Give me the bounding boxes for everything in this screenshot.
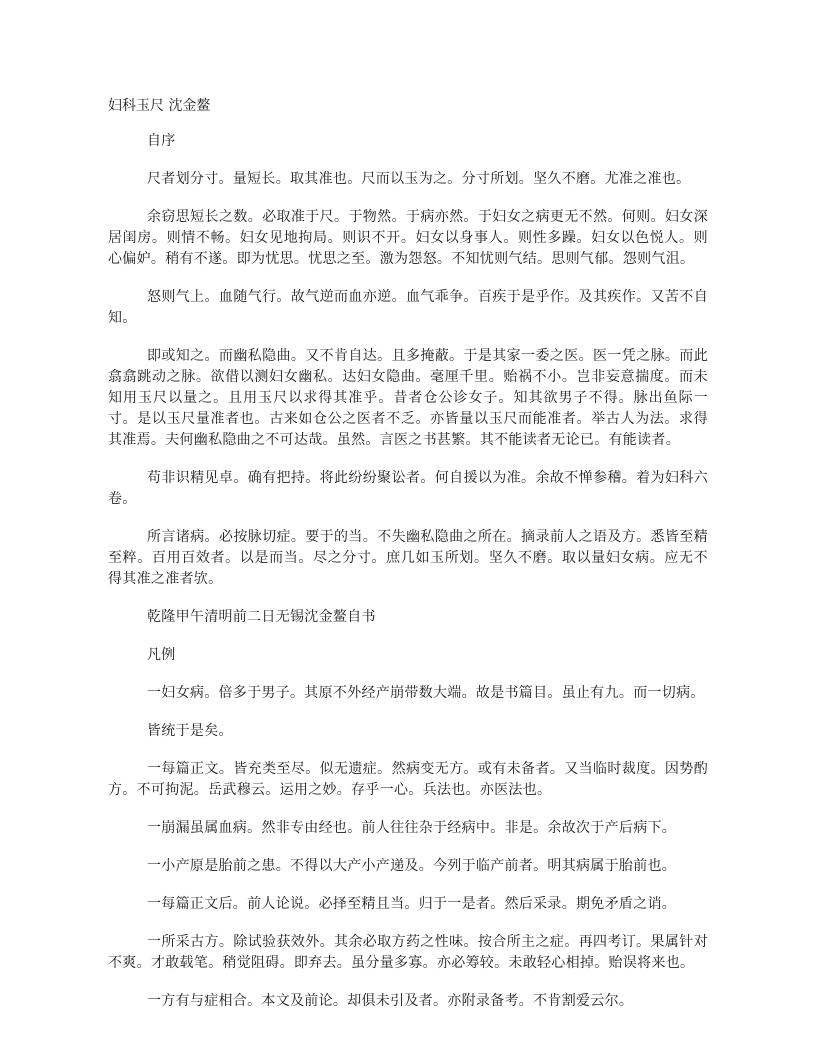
paragraph: 余窃思短长之数。必取准于尺。于物然。于病亦然。于妇女之病更无不然。何则。妇女深居闺房。则情不畅。妇女见地拘局。则识不开。妇女以身事人。则性多躁。妇女以色悦人。则心偏妒。稍有不遂。即为忧思。忧思之至。激为怨怒。不知忧则气结。思则气郁。怨则气沮。	[108, 209, 708, 267]
paragraph: 尺者划分寸。量短长。取其准也。尺而以玉为之。分寸所划。坚久不磨。尤准之准也。	[147, 171, 691, 187]
paragraph: 一妇女病。倍多于男子。其原不外经产崩带数大端。故是书篇目。虽止有九。而一切病。	[147, 685, 705, 701]
paragraph-rules-heading: 凡例	[147, 647, 176, 663]
paragraph: 一小产原是胎前之患。不得以大产小产递及。今列于临产前者。明其病属于胎前也。	[147, 858, 677, 874]
paragraph: 一所采古方。除试验获效外。其余必取方药之性味。按合所主之症。再四考订。果属针对不爽。才敢载笔。稍觉阻碍。即弃去。虽分量多寡。亦必筹较。未敢轻心相掉。贻误将来也。	[108, 934, 708, 971]
paragraph: 一方有与症相合。本文及前论。却俱未引及者。亦附录备考。不肯割爱云尔。	[147, 993, 634, 1009]
paragraph: 怒则气上。血随气行。故气逆而血亦逆。血气乖争。百疾于是乎作。及其疾作。又苦不自知。	[108, 289, 708, 326]
document-page	[108, 95, 708, 1029]
paragraph: 一崩漏虽属血病。然非专由经也。前人往往杂于经病中。非是。余故次于产后病下。	[147, 820, 677, 836]
paragraph: 一每篇正文后。前人论说。必择至精且当。归于一是者。然后采录。期免矛盾之诮。	[147, 896, 677, 912]
paragraph: 一每篇正文。皆充类至尽。似无遗症。然病变无方。或有未备者。又当临时裁度。因势酌方。不可拘泥。岳武穆云。运用之妙。存乎一心。兵法也。亦医法也。	[108, 761, 708, 798]
paragraph: 即或知之。而幽私隐曲。又不肯自达。且多掩蔽。于是其家一委之医。医一凭之脉。而此翕翕跳动之脉。欲借以测妇女幽私。达妇女隐曲。毫厘千里。贻祸不小。岂非妄意揣度。而未知用玉尺以量之。且用玉尺以求得其准乎。昔者仓公诊女子。知其欲男子不得。脉出鱼际一寸。是以玉尺量准者也。古来如仓公之医者不乏。亦皆量以玉尺而能准者。举古人为法。求得其准焉。夫何幽私隐曲之不可达哉。虽然。言医之书甚繁。其不能读者无论已。有能读者。	[108, 348, 708, 448]
paragraph: 苟非识精见卓。确有把持。将此纷纷聚讼者。何自援以为准。余故不惮参稽。着为妇科六卷。	[108, 470, 708, 507]
paragraph-preface-heading: 自序	[147, 133, 176, 149]
preface-signature: 乾隆甲午清明前二日无锡沈金鳌自书	[147, 609, 376, 625]
paragraph: 皆统于是矣。	[147, 723, 233, 739]
paragraph: 所言诸病。必按脉切症。要于的当。不失幽私隐曲之所在。摘录前人之语及方。悉皆至精至粹。百用百效者。以是而当。尽之分寸。庶几如玉所划。坚久不磨。取以量妇女病。应无不得其准之准者欤。	[108, 529, 708, 587]
document-title: 妇科玉尺 沈金鳌	[108, 98, 211, 114]
